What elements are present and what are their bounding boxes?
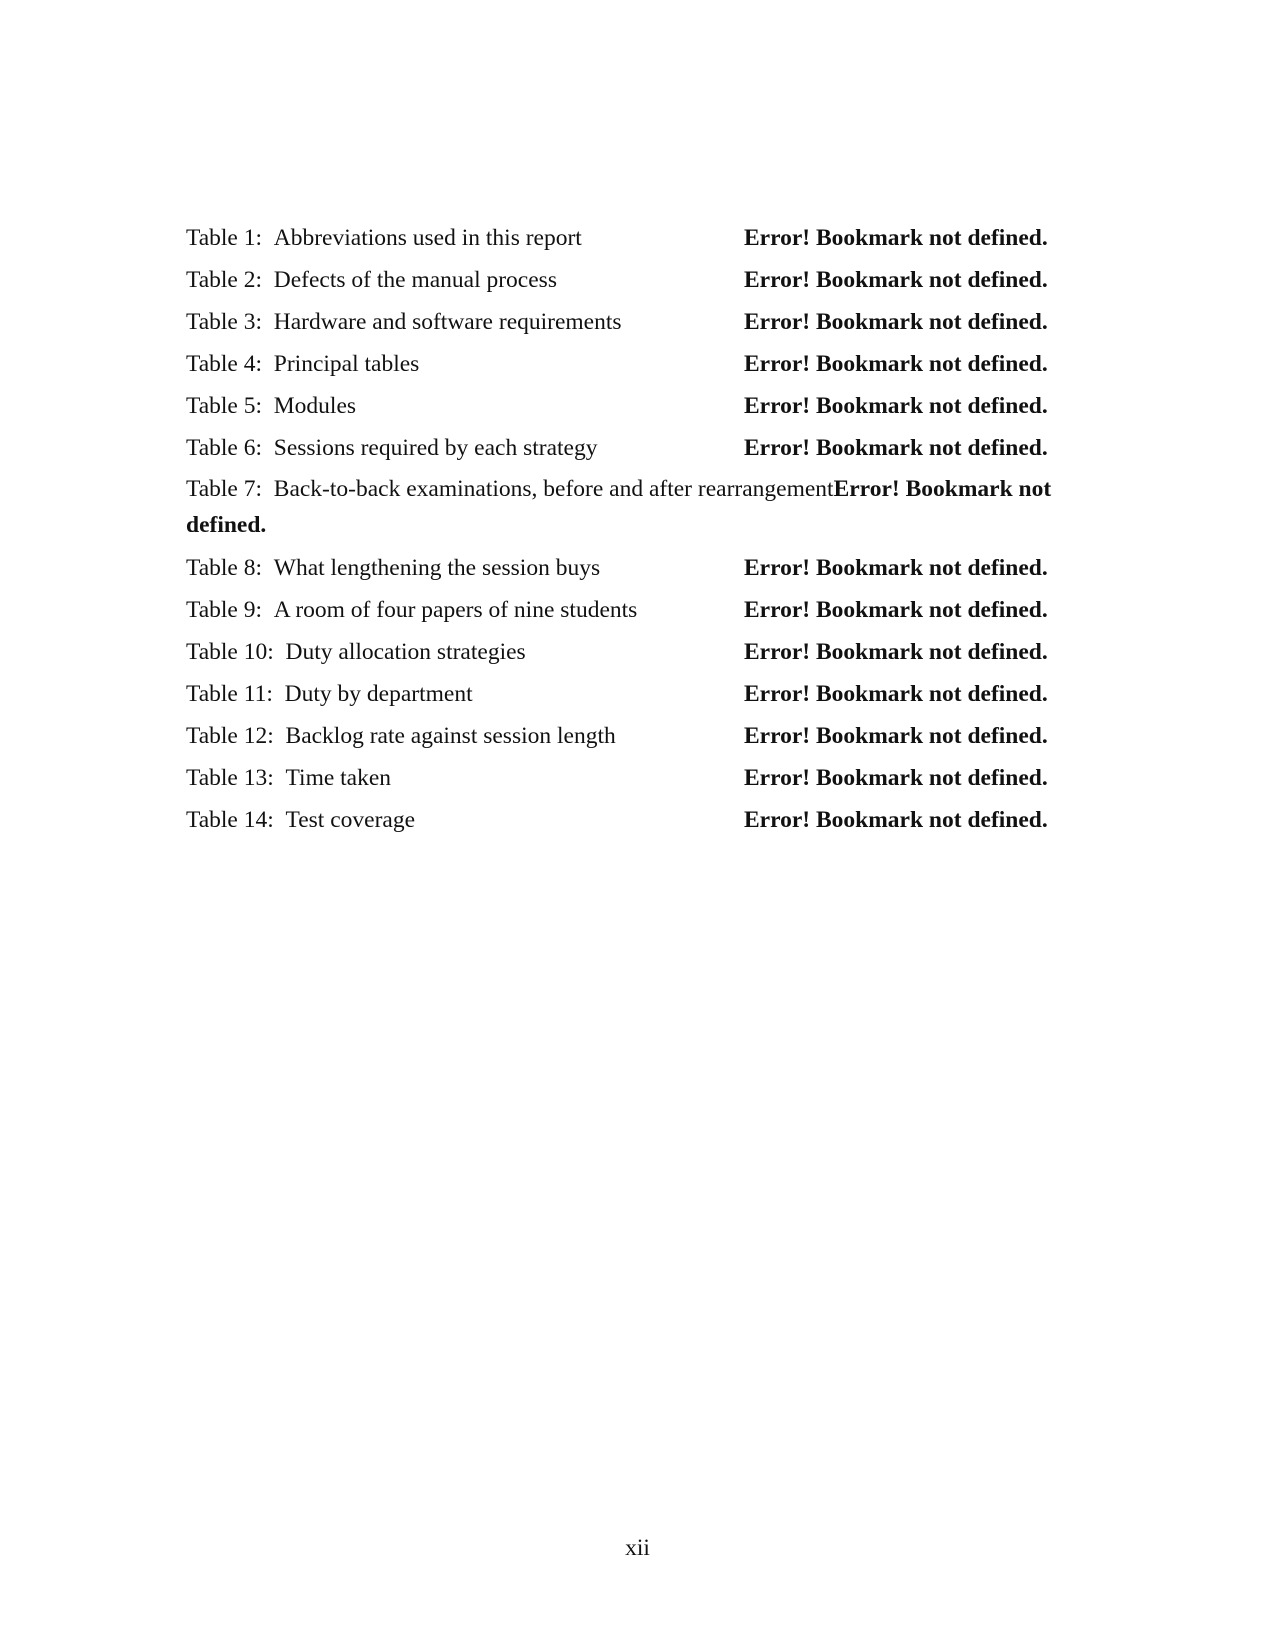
table-caption: What lengthening the session buys bbox=[273, 555, 601, 581]
bookmark-reference: Error! Bookmark not defined. bbox=[744, 393, 1048, 419]
list-item bbox=[186, 589, 1086, 631]
table-number: Table 1: bbox=[186, 225, 263, 251]
list-item bbox=[186, 799, 1086, 841]
table-number: Table 6: bbox=[186, 435, 263, 461]
list-of-tables bbox=[186, 217, 1086, 841]
table-number: Table 3: bbox=[186, 309, 263, 335]
table-number: Table 11: bbox=[186, 681, 273, 707]
table-number: Table 9: bbox=[186, 597, 263, 623]
table-number: Table 8: bbox=[186, 555, 263, 581]
table-caption: Sessions required by each strategy bbox=[273, 435, 598, 461]
table-caption: Duty by department bbox=[284, 681, 473, 707]
list-item bbox=[186, 343, 1086, 385]
table-caption: Principal tables bbox=[273, 351, 420, 377]
bookmark-reference: Error! Bookmark not defined. bbox=[744, 555, 1048, 581]
table-number: Table 7: bbox=[186, 476, 263, 502]
table-number: Table 4: bbox=[186, 351, 263, 377]
bookmark-reference: Error! Bookmark not defined. bbox=[744, 639, 1048, 665]
list-item bbox=[186, 757, 1086, 799]
bookmark-reference: Error! Bookmark not defined. bbox=[744, 225, 1048, 251]
table-caption: Hardware and software requirements bbox=[273, 309, 622, 335]
list-item bbox=[186, 715, 1086, 757]
bookmark-reference: Error! Bookmark not defined. bbox=[744, 723, 1048, 749]
list-item bbox=[186, 217, 1086, 259]
list-item bbox=[186, 259, 1086, 301]
bookmark-reference: Error! Bookmark not defined. bbox=[744, 597, 1048, 623]
bookmark-reference: Error! Bookmark not defined. bbox=[744, 681, 1048, 707]
table-caption: Defects of the manual process bbox=[273, 267, 557, 293]
table-number: Table 12: bbox=[186, 723, 274, 749]
table-caption: Time taken bbox=[285, 765, 392, 791]
table-number: Table 10: bbox=[186, 639, 274, 665]
bookmark-reference: Error! Bookmark not defined. bbox=[744, 765, 1048, 791]
table-caption: Test coverage bbox=[285, 807, 416, 833]
page-number: xii bbox=[625, 1535, 650, 1561]
table-caption: Back-to-back examinations, before and after rearrangement bbox=[273, 476, 834, 502]
table-caption: Abbreviations used in this report bbox=[273, 225, 582, 251]
table-caption: Modules bbox=[273, 393, 357, 419]
table-number: Table 14: bbox=[186, 807, 274, 833]
table-number: Table 13: bbox=[186, 765, 274, 791]
bookmark-reference: Error! Bookmark not defined. bbox=[744, 435, 1048, 461]
list-item bbox=[186, 469, 1086, 547]
bookmark-reference: Error! Bookmark not defined. bbox=[744, 351, 1048, 377]
table-caption: Backlog rate against session length bbox=[285, 723, 616, 749]
list-item bbox=[186, 547, 1086, 589]
bookmark-reference: Error! Bookmark not defined. bbox=[744, 267, 1048, 293]
list-item bbox=[186, 631, 1086, 673]
table-caption: A room of four papers of nine students bbox=[273, 597, 638, 623]
table-caption: Duty allocation strategies bbox=[285, 639, 526, 665]
list-item bbox=[186, 301, 1086, 343]
bookmark-reference: Error! Bookmark not defined. bbox=[744, 807, 1048, 833]
table-number: Table 2: bbox=[186, 267, 263, 293]
bookmark-reference: Error! Bookmark not defined. bbox=[186, 476, 1052, 538]
list-item bbox=[186, 427, 1086, 469]
list-item bbox=[186, 385, 1086, 427]
list-item bbox=[186, 673, 1086, 715]
table-number: Table 5: bbox=[186, 393, 263, 419]
bookmark-reference: Error! Bookmark not defined. bbox=[744, 309, 1048, 335]
